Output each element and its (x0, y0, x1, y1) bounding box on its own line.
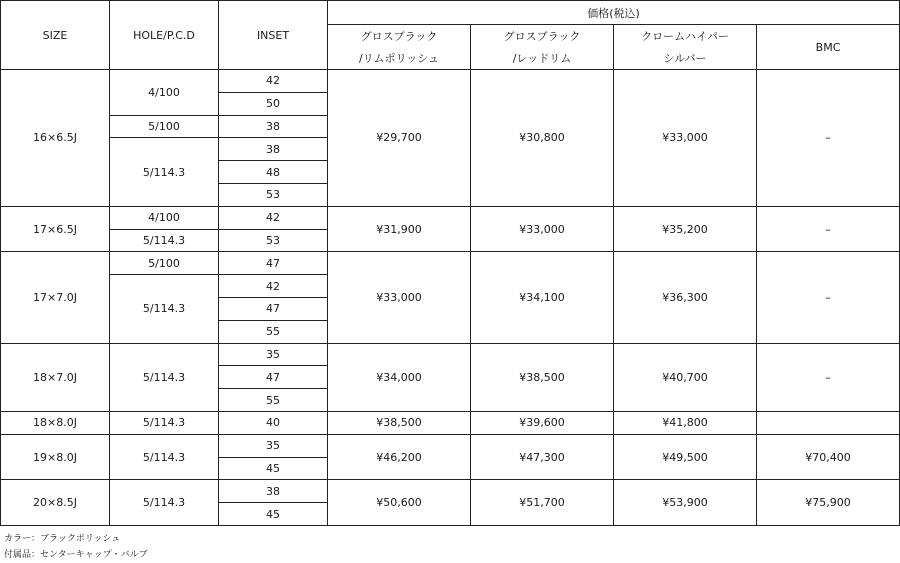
table-row (1, 480, 900, 503)
cell-inset: 55 (219, 320, 328, 343)
header-hole-pcd: HOLE/P.C.D (110, 1, 219, 70)
cell-inset: 47 (219, 297, 328, 320)
cell-size: 20×8.5J (1, 480, 110, 526)
cell-inset: 42 (219, 206, 328, 229)
cell-inset: 48 (219, 161, 328, 184)
table-row (1, 434, 900, 457)
cell-price: ¥31,900 (328, 206, 471, 252)
cell-hole-pcd: 5/114.3 (110, 480, 219, 526)
cell-inset: 40 (219, 411, 328, 434)
cell-hole-pcd: 4/100 (110, 206, 219, 229)
cell-inset: 53 (219, 229, 328, 252)
cell-hole-pcd: 5/114.3 (110, 343, 219, 411)
cell-price: ¥33,000 (328, 252, 471, 343)
cell-price: ¥47,300 (471, 434, 614, 480)
table-row (1, 343, 900, 366)
table-row (1, 206, 900, 229)
cell-price: ¥29,700 (328, 70, 471, 207)
cell-hole-pcd: 5/114.3 (110, 411, 219, 434)
cell-size: 17×6.5J (1, 206, 110, 252)
cell-inset: 55 (219, 389, 328, 412)
cell-inset: 42 (219, 70, 328, 93)
header-price-col-1-line1: グロスブラック (328, 25, 471, 48)
table-row (1, 411, 900, 434)
header-price-col-1-line2: /リムポリッシュ (328, 47, 471, 70)
notes (4, 531, 148, 563)
cell-price: – (757, 70, 900, 207)
cell-size: 16×6.5J (1, 70, 110, 207)
cell-inset: 35 (219, 343, 328, 366)
cell-hole-pcd: 5/100 (110, 252, 219, 275)
table-row (1, 70, 900, 93)
header-price-group: 価格(税込) (328, 1, 900, 25)
cell-inset: 38 (219, 115, 328, 138)
header-price-col-3-line1: クロームハイパー (614, 25, 757, 48)
cell-hole-pcd: 5/100 (110, 115, 219, 138)
cell-price: ¥35,200 (614, 206, 757, 252)
cell-size: 19×8.0J (1, 434, 110, 480)
cell-hole-pcd: 5/114.3 (110, 138, 219, 206)
cell-size: 18×8.0J (1, 411, 110, 434)
cell-inset: 42 (219, 275, 328, 298)
cell-price: ¥75,900 (757, 480, 900, 526)
header-price-col-4: BMC (757, 25, 900, 70)
cell-inset: 50 (219, 92, 328, 115)
cell-price: ¥53,900 (614, 480, 757, 526)
cell-inset: 47 (219, 252, 328, 275)
note-accessories: 付属品：センターキャップ・バルブ (4, 550, 148, 560)
cell-inset: 38 (219, 480, 328, 503)
header-price-col-2-line1: グロスブラック (471, 25, 614, 48)
cell-price: ¥34,000 (328, 343, 471, 411)
cell-hole-pcd: 5/114.3 (110, 275, 219, 343)
header-price-col-2-line2: /レッドリム (471, 47, 614, 70)
cell-inset: 45 (219, 457, 328, 480)
cell-hole-pcd: 5/114.3 (110, 434, 219, 480)
cell-price: ¥34,100 (471, 252, 614, 343)
header-size: SIZE (1, 1, 110, 70)
cell-price: ¥40,700 (614, 343, 757, 411)
cell-price: ¥30,800 (471, 70, 614, 207)
cell-price: ¥33,000 (614, 70, 757, 207)
note-color: カラー：ブラックポリッシュ (4, 534, 121, 544)
cell-hole-pcd: 5/114.3 (110, 229, 219, 252)
cell-price: ¥38,500 (471, 343, 614, 411)
cell-price: – (757, 206, 900, 252)
cell-price: ¥33,000 (471, 206, 614, 252)
header-price-col-3-line2: シルバー (614, 47, 757, 70)
table-row (1, 252, 900, 275)
cell-inset: 45 (219, 503, 328, 526)
cell-inset: 35 (219, 434, 328, 457)
cell-price: ¥36,300 (614, 252, 757, 343)
cell-size: 17×7.0J (1, 252, 110, 343)
cell-price: ¥39,600 (471, 411, 614, 434)
cell-inset: 38 (219, 138, 328, 161)
cell-price: ¥50,600 (328, 480, 471, 526)
header-inset: INSET (219, 1, 328, 70)
cell-price: ¥46,200 (328, 434, 471, 480)
cell-price (757, 411, 900, 434)
cell-price: ¥49,500 (614, 434, 757, 480)
cell-price: – (757, 252, 900, 343)
cell-price: ¥38,500 (328, 411, 471, 434)
cell-inset: 47 (219, 366, 328, 389)
cell-price: ¥41,800 (614, 411, 757, 434)
cell-inset: 53 (219, 183, 328, 206)
spec-table-body (1, 70, 900, 526)
cell-price: ¥70,400 (757, 434, 900, 480)
cell-size: 18×7.0J (1, 343, 110, 411)
cell-price: ¥51,700 (471, 480, 614, 526)
cell-price: – (757, 343, 900, 411)
cell-hole-pcd: 4/100 (110, 70, 219, 116)
